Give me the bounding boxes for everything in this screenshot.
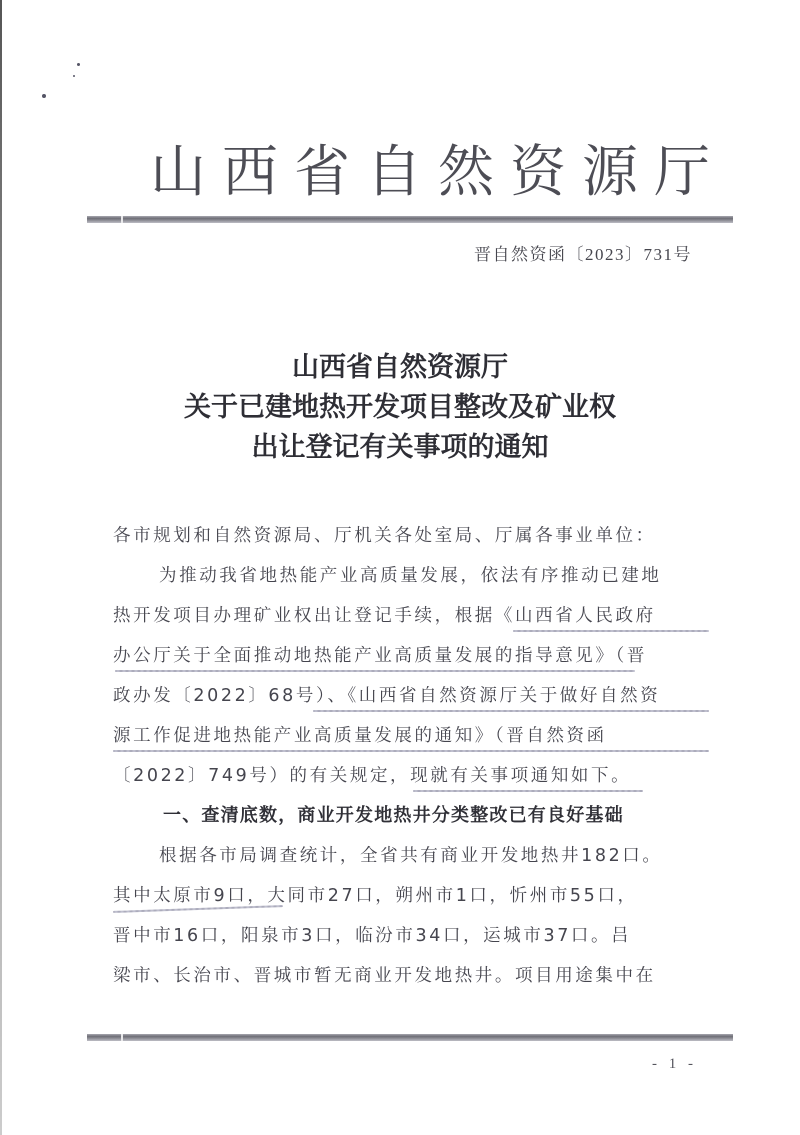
paragraph-line — [113, 756, 709, 796]
agency-letterhead: 山西省自然资源厅 — [150, 140, 726, 205]
page-edge — [0, 0, 2, 1135]
handwritten-underline — [113, 905, 283, 913]
paragraph-text: 〔2022〕749号）的有关规定，现就有关事项通知如下。 — [113, 766, 632, 786]
scan-speck — [77, 63, 80, 66]
scan-speck — [73, 75, 75, 77]
handwritten-underline — [115, 670, 635, 672]
paragraph-line: 为推动我省地热能产业高质量发展，依法有序推动已建地 — [159, 566, 662, 586]
salutation: 各市规划和自然资源局、厅机关各处室局、厅属各事业单位： — [113, 526, 656, 546]
paragraph-line: 根据各市局调查统计，全省共有商业开发地热井182口。 — [159, 846, 663, 866]
paragraph-line — [113, 596, 709, 636]
handwritten-underline — [313, 710, 709, 712]
paragraph-text: 源工作促进地热能产业高质量发展的通知》（晋自然资函 — [113, 726, 607, 746]
page-number: - 1 - — [652, 1056, 697, 1072]
paragraph-line — [113, 676, 709, 716]
paragraph-text: 热开发项目办理矿业权出让登记手续，根据《山西省人民政府 — [113, 606, 656, 626]
paragraph-line: 梁市、长治市、晋城市暂无商业开发地热井。项目用途集中在 — [113, 966, 656, 986]
paragraph-line: 晋中市16口，阳泉市3口，临汾市34口，运城市37口。吕 — [113, 926, 632, 946]
paragraph-line — [113, 876, 709, 916]
document-title — [0, 348, 800, 468]
paragraph-text: 其中太原市9口，大同市27口，朔州市1口，忻州市55口， — [113, 886, 638, 906]
handwritten-underline — [513, 630, 709, 632]
footer-rule — [87, 1034, 733, 1041]
scan-speck — [42, 94, 46, 98]
handwritten-underline — [113, 750, 709, 752]
paragraph-text: 政办发〔2022〕68号）、《山西省自然资源厅关于做好自然资 — [113, 686, 661, 706]
handwritten-underline — [413, 790, 643, 792]
letterhead-rule — [87, 216, 733, 223]
paragraph-line — [113, 636, 709, 676]
rule-gap — [121, 216, 123, 223]
title-line: 出让登记有关事项的通知 — [251, 432, 549, 463]
document-body — [113, 516, 709, 996]
document-number: 晋自然资函〔2023〕731号 — [474, 245, 692, 264]
rule-gap — [121, 1034, 123, 1041]
title-line: 关于已建地热开发项目整改及矿业权 — [184, 392, 616, 423]
section-heading: 一、查清底数，商业开发地热井分类整改已有良好基础 — [163, 805, 624, 826]
paragraph-text: 办公厅关于全面推动地热能产业高质量发展的指导意见》（晋 — [113, 646, 647, 666]
title-line: 山西省自然资源厅 — [292, 352, 508, 383]
paragraph-line — [113, 716, 709, 756]
